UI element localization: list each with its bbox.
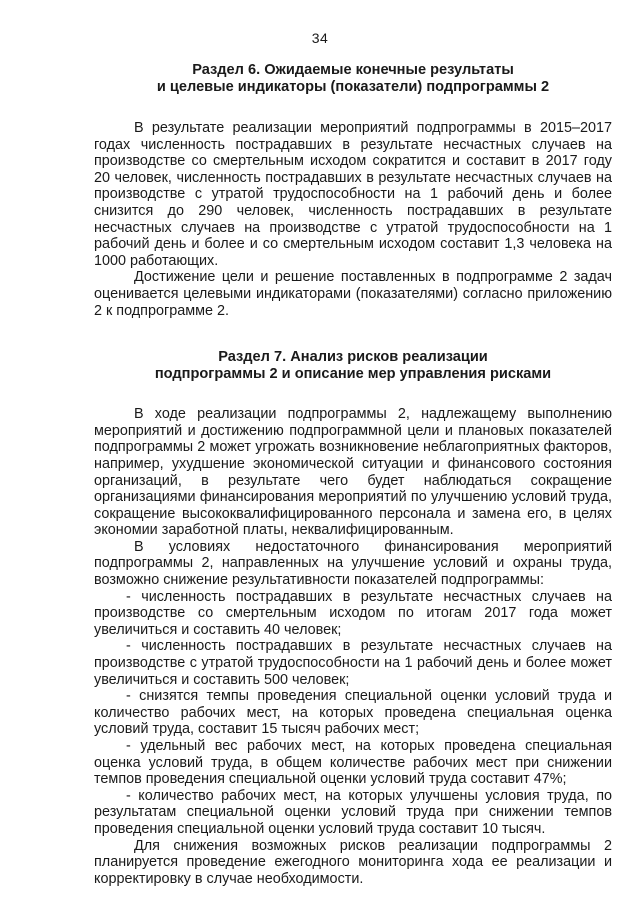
risk-list-item: - удельный вес рабочих мест, на которых проведена специальная оценка условий труда, в общем количестве рабочих мест при снижении темпов проведения специальной оценки условий труда составит 47%; xyxy=(94,738,612,788)
section-7-heading-line-2: подпрограммы 2 и описание мер управления рисками xyxy=(154,366,552,383)
page-content xyxy=(94,62,612,887)
section-7-paragraph: В ходе реализации подпрограммы 2, надлежащему выполнению мероприятий и достижению подпрограммной цели и плановых показателей подпрограммы 2 может угрожать возникновение неблагоприятных факторов, например, ухудшение экономической ситуации и финансового состояния организаций, в результате чего будет наблюдаться сокращение организациями финансирования мероприятий по улучшению условий труда, сокращение высококвалифицированного персонала и замена его, в целях экономии заработной платы, неквалифицированным. xyxy=(94,406,612,539)
section-6-heading xyxy=(94,62,612,96)
section-6-heading-line-1: Раздел 6. Ожидаемые конечные результаты xyxy=(192,62,514,78)
section-6-heading-line-2: и целевые индикаторы (показатели) подпрограммы 2 xyxy=(156,79,550,95)
risk-list-item: - количество рабочих мест, на которых улучшены условия труда, по результатам специальной оценки условий труда при снижении темпов проведения специальной оценки условий труда составит 10 тысяч. xyxy=(94,787,612,837)
risk-list-item: - снизятся темпы проведения специальной оценки условий труда и количество рабочих мест, на которых проведена специальная оценка условий труда, составит 15 тысяч рабочих мест; xyxy=(94,688,612,738)
section-7-heading-line-1: Раздел 7. Анализ рисков реализации xyxy=(218,349,488,366)
risk-list-item: - численность пострадавших в результате несчастных случаев на производстве с утратой трудоспособности на 1 рабочий день и более может увеличиться и составить 500 человек; xyxy=(94,638,612,688)
risk-list-item: - численность пострадавших в результате несчастных случаев на производстве со смертельным исходом по итогам 2017 года может увеличиться и составить 40 человек; xyxy=(94,588,612,638)
section-7-heading xyxy=(94,349,612,383)
section-6-paragraph: В результате реализации мероприятий подпрограммы в 2015–2017 годах численность пострадавших в результате несчастных случаев на производстве со смертельным исходом сократится и составит в 2017 году 20 человек, численность пострадавших в результате несчастных случаев на производстве с утратой трудоспособности на 1 рабочий день и более снизится до 290 человек, численность пострадавших в результате несчастных случаев на производстве с утратой трудоспособности на 1 рабочий день и более и со смертельным исходом составит 1,3 человека на 1000 работающих. xyxy=(94,120,612,269)
section-6-paragraph: Достижение цели и решение поставленных в подпрограмме 2 задач оценивается целевыми индикаторами (показателями) согласно приложению 2 к подпрограмме 2. xyxy=(94,269,612,319)
section-7-paragraph: В условиях недостаточного финансирования мероприятий подпрограммы 2, направленных на улучшение условий и охраны труда, возможно снижение результативности показателей подпрограммы: xyxy=(94,538,612,589)
section-7-closing-paragraph: Для снижения возможных рисков реализации подпрограммы 2 планируется проведение ежегодного мониторинга хода ее реализации и корректировку в случае необходимости. xyxy=(94,837,612,887)
page-number: 34 xyxy=(311,30,329,46)
